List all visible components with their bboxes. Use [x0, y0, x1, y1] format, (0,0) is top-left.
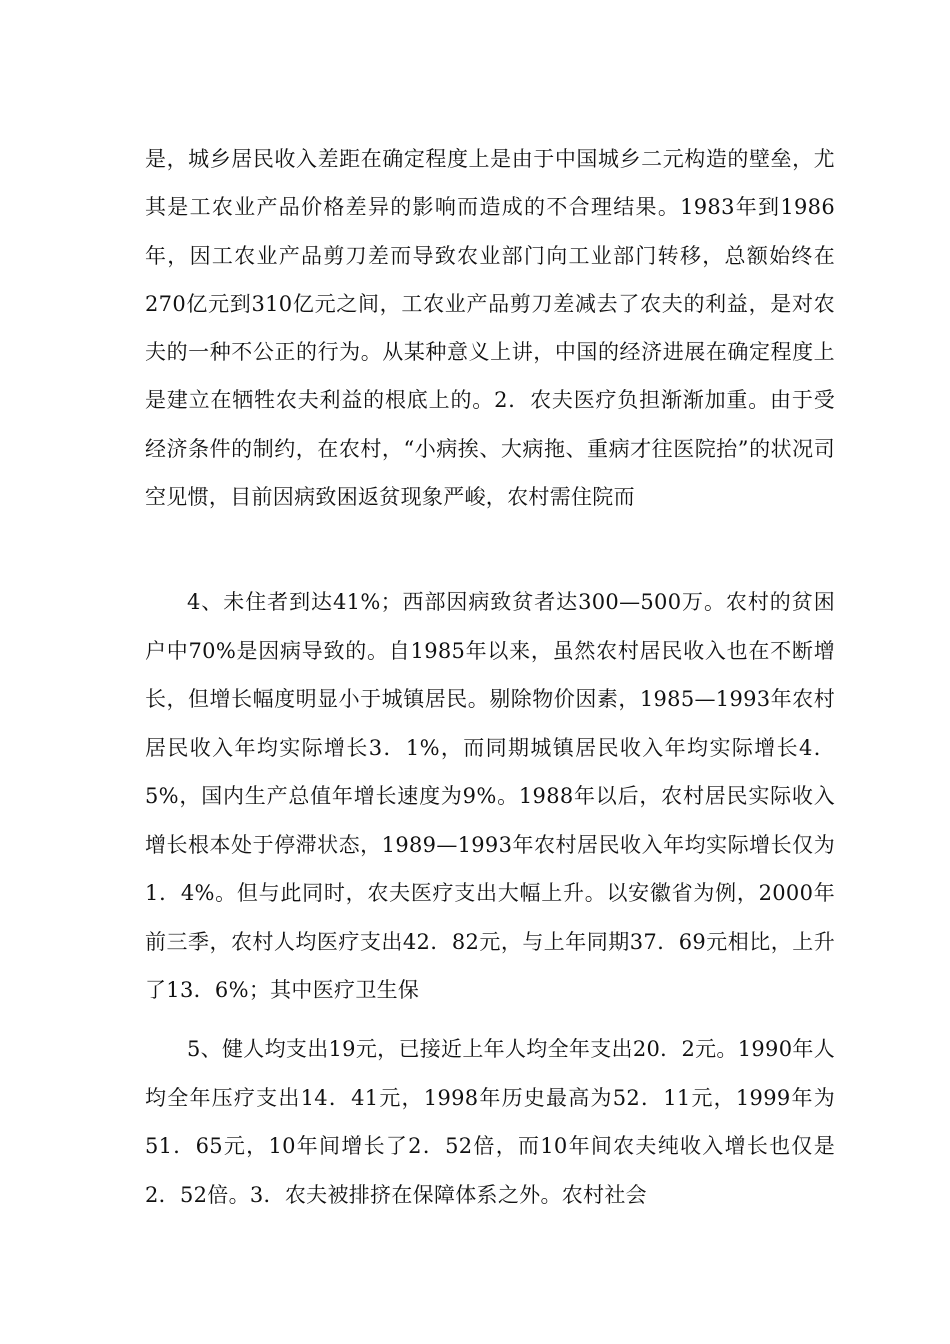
- paragraph-1: 是，城乡居民收入差距在确定程度上是由于中国城乡二元构造的壁垒，尤其是工农业产品价格差异的影响而造成的不合理结果。1983年到1986年，因工农业产品剪刀差而导致农业部门向工业部门转移，总额始终在270亿元到310亿元之间，工农业产品剪刀差减去了农夫的利益，是对农夫的一种不公正的行为。从某种意义上讲，中国的经济进展在确定程度上是建立在牺牲农夫利益的根底上的。2．农夫医疗负担渐渐加重。由于受经济条件的制约，在农村，“小病挨、大病拖、重病才往医院抬”的状况司空见惯，目前因病致困返贫现象严峻，农村需住院而: [145, 147, 835, 510]
- paragraph-2: 4、未住者到达41%；西部因病致贫者达300—500万。农村的贫困户中70%是因病导致的。自1985年以来，虽然农村居民收入也在不断增长，但增长幅度明显小于城镇居民。剔除物价因素，1985—1993年农村居民收入年均实际增长3．1%，而同期城镇居民收入年均实际增长4．5%，国内生产总值年增长速度为9%。1988年以后，农村居民实际收入增长根本处于停滞状态，1989—1993年农村居民收入年均实际增长仅为1．4%。但与此同时，农夫医疗支出大幅上升。以安徽省为例，2000年前三季，农村人均医疗支出42．82元，与上年同期37．69元相比，上升了13．6%；其中医疗卫生保: [145, 590, 835, 1002]
- paragraph-3: 5、健人均支出19元，已接近上年人均全年支出20．2元。1990年人均全年压疗支出14．41元，1998年历史最高为52．11元，1999年为51．65元，10年间增长了2．52倍，而10年间农夫纯收入增长也仅是2．52倍。3．农夫被排挤在保障体系之外。农村社会: [145, 1037, 835, 1207]
